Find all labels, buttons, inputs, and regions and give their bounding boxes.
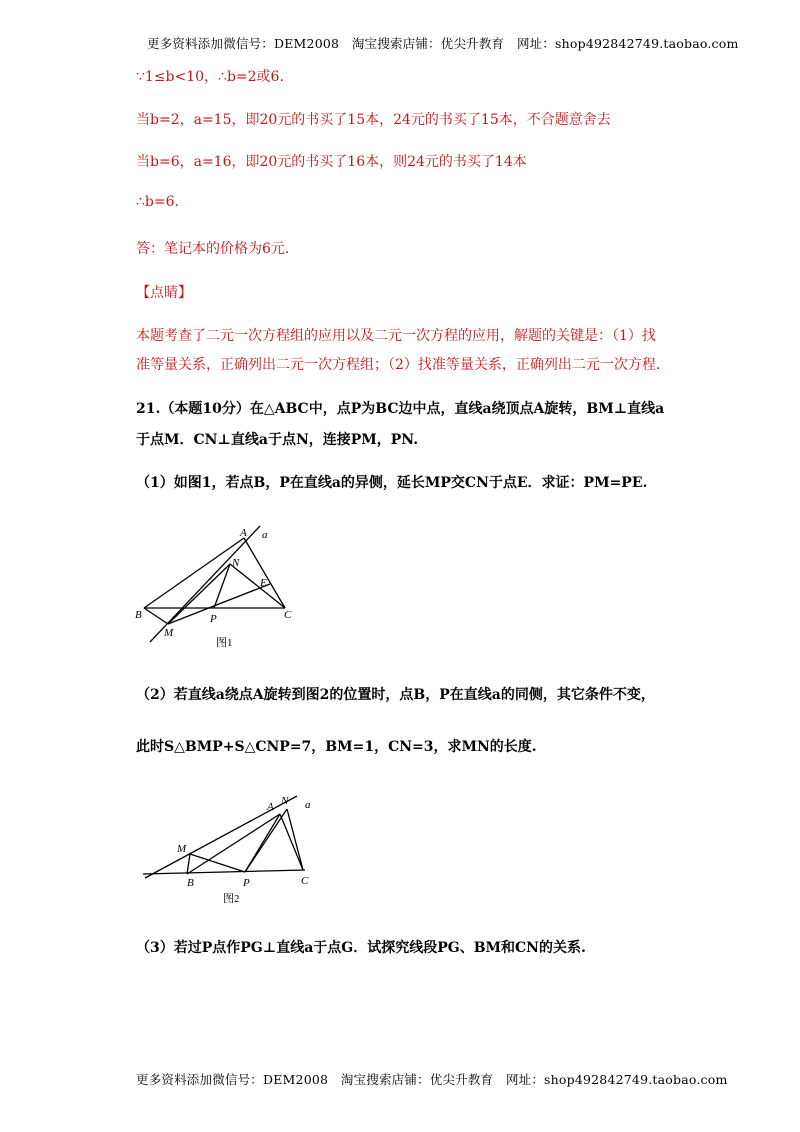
question-3: （3）若过P点作PG⊥直线a于点G．试探究线段PG、BM和CN的关系. [136, 940, 586, 956]
fig2-label-M: M [177, 843, 187, 855]
comment-text-1: 本题考查了二元一次方程组的应用以及二元一次方程的应用，解题的关键是：（1）找 [136, 328, 656, 344]
solution-line-1: ∵1≤b<10，∴b=2或6. [136, 69, 284, 85]
fig2-label-a: a [305, 799, 311, 811]
fig1-label-a: a [262, 529, 268, 541]
line-a [145, 796, 297, 878]
solution-line-4: ∴b=6. [136, 194, 179, 210]
fig1-label-B: B [135, 609, 142, 621]
fig1-label-P: P [210, 613, 217, 625]
fig2-label-P: P [243, 877, 250, 889]
page-header: 更多资料添加微信号：DEM2008 淘宝搜索店铺：优尖升教育 网址：shop492842749.taobao.com [147, 36, 739, 51]
fig2-label-N: N [281, 795, 289, 807]
question-2a: （2）若直线a绕点A旋转到图2的位置时，点B，P在直线a的同侧，其它条件不变， [136, 687, 655, 703]
problem-stem-1: 21.（本题10分）在△ABC中，点P为BC边中点，直线a绕顶点A旋转，BM⊥直线a [136, 401, 665, 417]
problem-stem-2: 于点M．CN⊥直线a于点N，连接PM，PN. [136, 432, 419, 448]
solution-answer: 答：笔记本的价格为6元. [136, 241, 290, 257]
fig1-label-A: A [240, 527, 247, 539]
fig2-label-B: B [187, 877, 194, 889]
fig2-caption: 图2 [223, 893, 240, 905]
fig1-label-M: M [164, 627, 174, 639]
fig1-label-C: C [284, 609, 292, 621]
fig2-label-A: A [267, 801, 274, 813]
solution-line-3: 当b=6，a=16，即20元的书买了16本，则24元的书买了14本 [136, 154, 527, 170]
fig2-label-C: C [301, 875, 309, 887]
fig1-caption: 图1 [216, 637, 233, 649]
figure-2 [135, 790, 335, 910]
comment-text-2: 准等量关系，正确列出二元一次方程组；（2）找准等量关系，正确列出二元一次方程. [136, 357, 661, 373]
question-2b: 此时S△BMP+S△CNP=7，BM=1，CN=3，求MN的长度. [136, 739, 537, 755]
comment-title: 【点睛】 [136, 285, 192, 301]
fig1-label-E: E [260, 577, 267, 589]
figure-1 [130, 520, 300, 655]
question-1: （1）如图1，若点B，P在直线a的异侧，延长MP交CN于点E．求证：PM=PE. [136, 475, 648, 491]
page-footer: 更多资料添加微信号：DEM2008 淘宝搜索店铺：优尖升教育 网址：shop492842749.taobao.com [136, 1072, 728, 1087]
fig1-label-N: N [232, 557, 240, 569]
line-a [150, 526, 260, 642]
solution-line-2: 当b=2，a=15，即20元的书买了15本，24元的书买了15本，不合题意舍去 [136, 112, 611, 128]
